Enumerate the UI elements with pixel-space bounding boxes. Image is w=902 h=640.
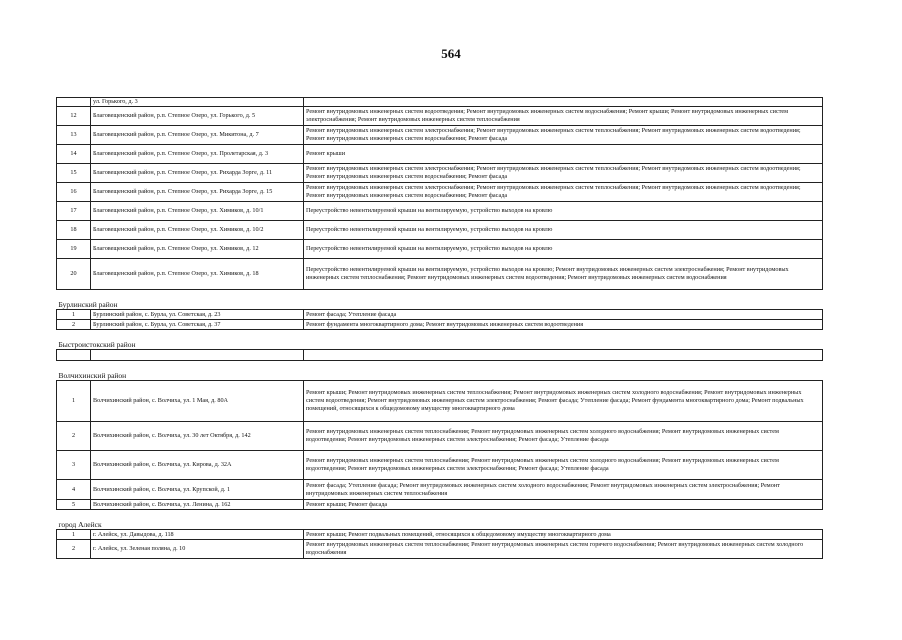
- row-number: 2: [57, 320, 91, 330]
- table-row: [57, 164, 823, 183]
- row-number: 4: [57, 480, 91, 500]
- section-spacer: [304, 330, 823, 350]
- work-types-cell: Переустройство невентилируемой крыши на вентилируемую, устройство выходов на кровлю: [304, 202, 823, 221]
- address-cell: Благовещенский район, р.п. Степное Озеро, ул. Пролетарская, д. 3: [91, 145, 304, 164]
- table-row: [57, 422, 823, 451]
- section-header-row: [57, 330, 823, 350]
- table-row: [57, 202, 823, 221]
- address-cell: г. Алейск, ул. Зеленая поляна, д. 10: [91, 540, 304, 559]
- section-header-row: [57, 510, 823, 530]
- section-title: Быстроистокский район: [57, 330, 304, 350]
- work-types-cell: Ремонт внутридомовых инженерных систем теплоснабжения; Ремонт внутридомовых инженерных систем холодного водоснабжения; Ремонт внутридомовых инженерных систем водоотведения; Ремонт внутридомовых инженерных систем электроснабжения; Ремонт фасада; Утепление фасада: [304, 422, 823, 451]
- empty-cell: [304, 350, 823, 361]
- address-cell: Благовещенский район, р.п. Степное Озеро, ул. Горького, д. 5: [91, 107, 304, 126]
- address-cell: Благовещенский район, р.п. Степное Озеро, ул. Химиков, д. 10/2: [91, 221, 304, 240]
- row-number: 2: [57, 540, 91, 559]
- work-types-cell: [304, 98, 823, 107]
- work-types-cell: Переустройство невентилируемой крыши на вентилируемую, устройство выходов на кровлю: [304, 240, 823, 259]
- work-types-cell: Ремонт внутридомовых инженерных систем теплоснабжения; Ремонт внутридомовых инженерных систем холодного водоснабжения; Ремонт внутридомовых инженерных систем водоотведения; Ремонт внутридомовых инженерных систем электроснабжения; Ремонт фасада; Утепление фасада: [304, 451, 823, 480]
- work-types-cell: Ремонт фундамента многоквартирного дома; Ремонт внутридомовых инженерных систем водоотведения: [304, 320, 823, 330]
- table-row: [57, 221, 823, 240]
- table-row: [57, 145, 823, 164]
- work-types-cell: Ремонт фасада; Утепление фасада: [304, 310, 823, 320]
- empty-row: [57, 350, 823, 361]
- address-cell: Волчихинский район, с. Волчиха, ул. 1 Мая, д. 80А: [91, 381, 304, 422]
- row-number: 2: [57, 422, 91, 451]
- address-cell: Благовещенский район, р.п. Степное Озеро, ул. Химиков, д. 12: [91, 240, 304, 259]
- work-types-cell: Ремонт внутридомовых инженерных систем теплоснабжения; Ремонт внутридомовых инженерных систем горячего водоснабжения; Ремонт внутридомовых инженерных систем холодного водоснабжения: [304, 540, 823, 559]
- address-cell: Волчихинский район, с. Волчиха, ул. Крупской, д. 1: [91, 480, 304, 500]
- address-cell: Благовещенский район, р.п. Степное Озеро, ул. Химиков, д. 18: [91, 259, 304, 290]
- address-cell: Благовещенский район, р.п. Степное Озеро, ул. Рихарда Зорге, д. 11: [91, 164, 304, 183]
- table-row: [57, 480, 823, 500]
- repair-list-table: [56, 97, 823, 559]
- section-spacer: [304, 290, 823, 310]
- work-types-cell: Ремонт крыши; Ремонт внутридомовых инженерных систем теплоснабжения; Ремонт внутридомовых инженерных систем холодного водоснабжения; Ремонт внутридомовых инженерных систем водоотведения; Ремонт внутридомовых инженерных систем электроснабжения; Ремонт фасада; Утепление фасада; Ремонт фундамента многоквартирного дома; Ремонт подвальных помещений, относящихся к общедомовому имуществу многоквартирного дома: [304, 381, 823, 422]
- row-number: 3: [57, 451, 91, 480]
- section-spacer: [304, 361, 823, 381]
- row-number: 18: [57, 221, 91, 240]
- address-cell: Волчихинский район, с. Волчиха, ул. Кирова, д. 32А: [91, 451, 304, 480]
- page-number: 564: [441, 46, 461, 61]
- row-number: 13: [57, 126, 91, 145]
- table-row: [57, 240, 823, 259]
- section-title: город Алейск: [57, 510, 304, 530]
- row-number: 15: [57, 164, 91, 183]
- empty-cell: [57, 350, 91, 361]
- address-cell: Волчихинский район, с. Волчиха, ул. Ленина, д. 162: [91, 500, 304, 510]
- row-number: 20: [57, 259, 91, 290]
- row-number: 16: [57, 183, 91, 202]
- address-cell: Бурлинский район, с. Бурла, ул. Советская, д. 23: [91, 310, 304, 320]
- row-number: [57, 98, 91, 107]
- work-types-cell: Ремонт внутридомовых инженерных систем электроснабжения; Ремонт внутридомовых инженерных систем теплоснабжения; Ремонт внутридомовых инженерных систем водоотведения; Ремонт внутридомовых инженерных систем водоснабжения; Ремонт фасада: [304, 126, 823, 145]
- row-number: 14: [57, 145, 91, 164]
- address-cell: ул. Горького, д. 3: [91, 98, 304, 107]
- section-title: Волчихинский район: [57, 361, 304, 381]
- work-types-cell: Ремонт крыши: [304, 145, 823, 164]
- work-types-cell: Переустройство невентилируемой крыши на вентилируемую, устройство выходов на кровлю: [304, 221, 823, 240]
- address-cell: Благовещенский район, р.п. Степное Озеро, ул. Микитона, д. 7: [91, 126, 304, 145]
- table-row: [57, 310, 823, 320]
- row-number: 1: [57, 530, 91, 540]
- table-row: [57, 530, 823, 540]
- section-title: Бурлинский район: [57, 290, 304, 310]
- table-row: [57, 183, 823, 202]
- work-types-cell: Переустройство невентилируемой крыши на вентилируемую, устройство выходов на кровлю; Ремонт внутридомовых инженерных систем электроснабжения; Ремонт внутридомовых инженерных систем теплоснабжения; Ремонт внутридомовых инженерных систем водоотведения; Ремонт внутридомовых инженерных систем водоснабжения: [304, 259, 823, 290]
- address-cell: Волчихинский район, с. Волчиха, ул. 30 лет Октября, д. 142: [91, 422, 304, 451]
- table-row: [57, 320, 823, 330]
- table-row: [57, 500, 823, 510]
- table-row: [57, 381, 823, 422]
- work-types-cell: Ремонт внутридомовых инженерных систем электроснабжения; Ремонт внутридомовых инженерных систем теплоснабжения; Ремонт внутридомовых инженерных систем водоотведения; Ремонт внутридомовых инженерных систем водоснабжения; Ремонт фасада: [304, 183, 823, 202]
- table-row: [57, 98, 823, 107]
- table-row: [57, 107, 823, 126]
- work-types-cell: Ремонт внутридомовых инженерных систем электроснабжения; Ремонт внутридомовых инженерных систем теплоснабжения; Ремонт внутридомовых инженерных систем водоотведения; Ремонт внутридомовых инженерных систем водоснабжения; Ремонт фасада: [304, 164, 823, 183]
- address-cell: Бурлинский район, с. Бурла, ул. Советская, д. 37: [91, 320, 304, 330]
- table-body: [57, 98, 823, 559]
- row-number: 19: [57, 240, 91, 259]
- work-types-cell: Ремонт крыши; Ремонт фасада: [304, 500, 823, 510]
- address-cell: г. Алейск, ул. Давыдова, д. 118: [91, 530, 304, 540]
- row-number: 12: [57, 107, 91, 126]
- row-number: 17: [57, 202, 91, 221]
- work-types-cell: Ремонт фасада; Утепление фасада; Ремонт внутридомовых инженерных систем холодного водоснабжения; Ремонт внутридомовых инженерных систем электроснабжения; Ремонт внутридомовых инженерных систем теплоснабжения: [304, 480, 823, 500]
- empty-cell: [91, 350, 304, 361]
- work-types-cell: Ремонт внутридомовых инженерных систем водоотведения; Ремонт внутридомовых инженерных систем водоснабжения; Ремонт крыши; Ремонт внутридомовых инженерных систем электроснабжения; Ремонт внутридомовых инженерных систем теплоснабжения: [304, 107, 823, 126]
- row-number: 1: [57, 310, 91, 320]
- address-cell: Благовещенский район, р.п. Степное Озеро, ул. Рихарда Зорге, д. 15: [91, 183, 304, 202]
- work-types-cell: Ремонт крыши; Ремонт подвальных помещений, относящихся к общедомовому имуществу многоквартирного дома: [304, 530, 823, 540]
- table-row: [57, 540, 823, 559]
- address-cell: Благовещенский район, р.п. Степное Озеро, ул. Химиков, д. 10/1: [91, 202, 304, 221]
- row-number: 5: [57, 500, 91, 510]
- table-row: [57, 126, 823, 145]
- section-header-row: [57, 290, 823, 310]
- section-spacer: [304, 510, 823, 530]
- section-header-row: [57, 361, 823, 381]
- table-row: [57, 259, 823, 290]
- row-number: 1: [57, 381, 91, 422]
- table-row: [57, 451, 823, 480]
